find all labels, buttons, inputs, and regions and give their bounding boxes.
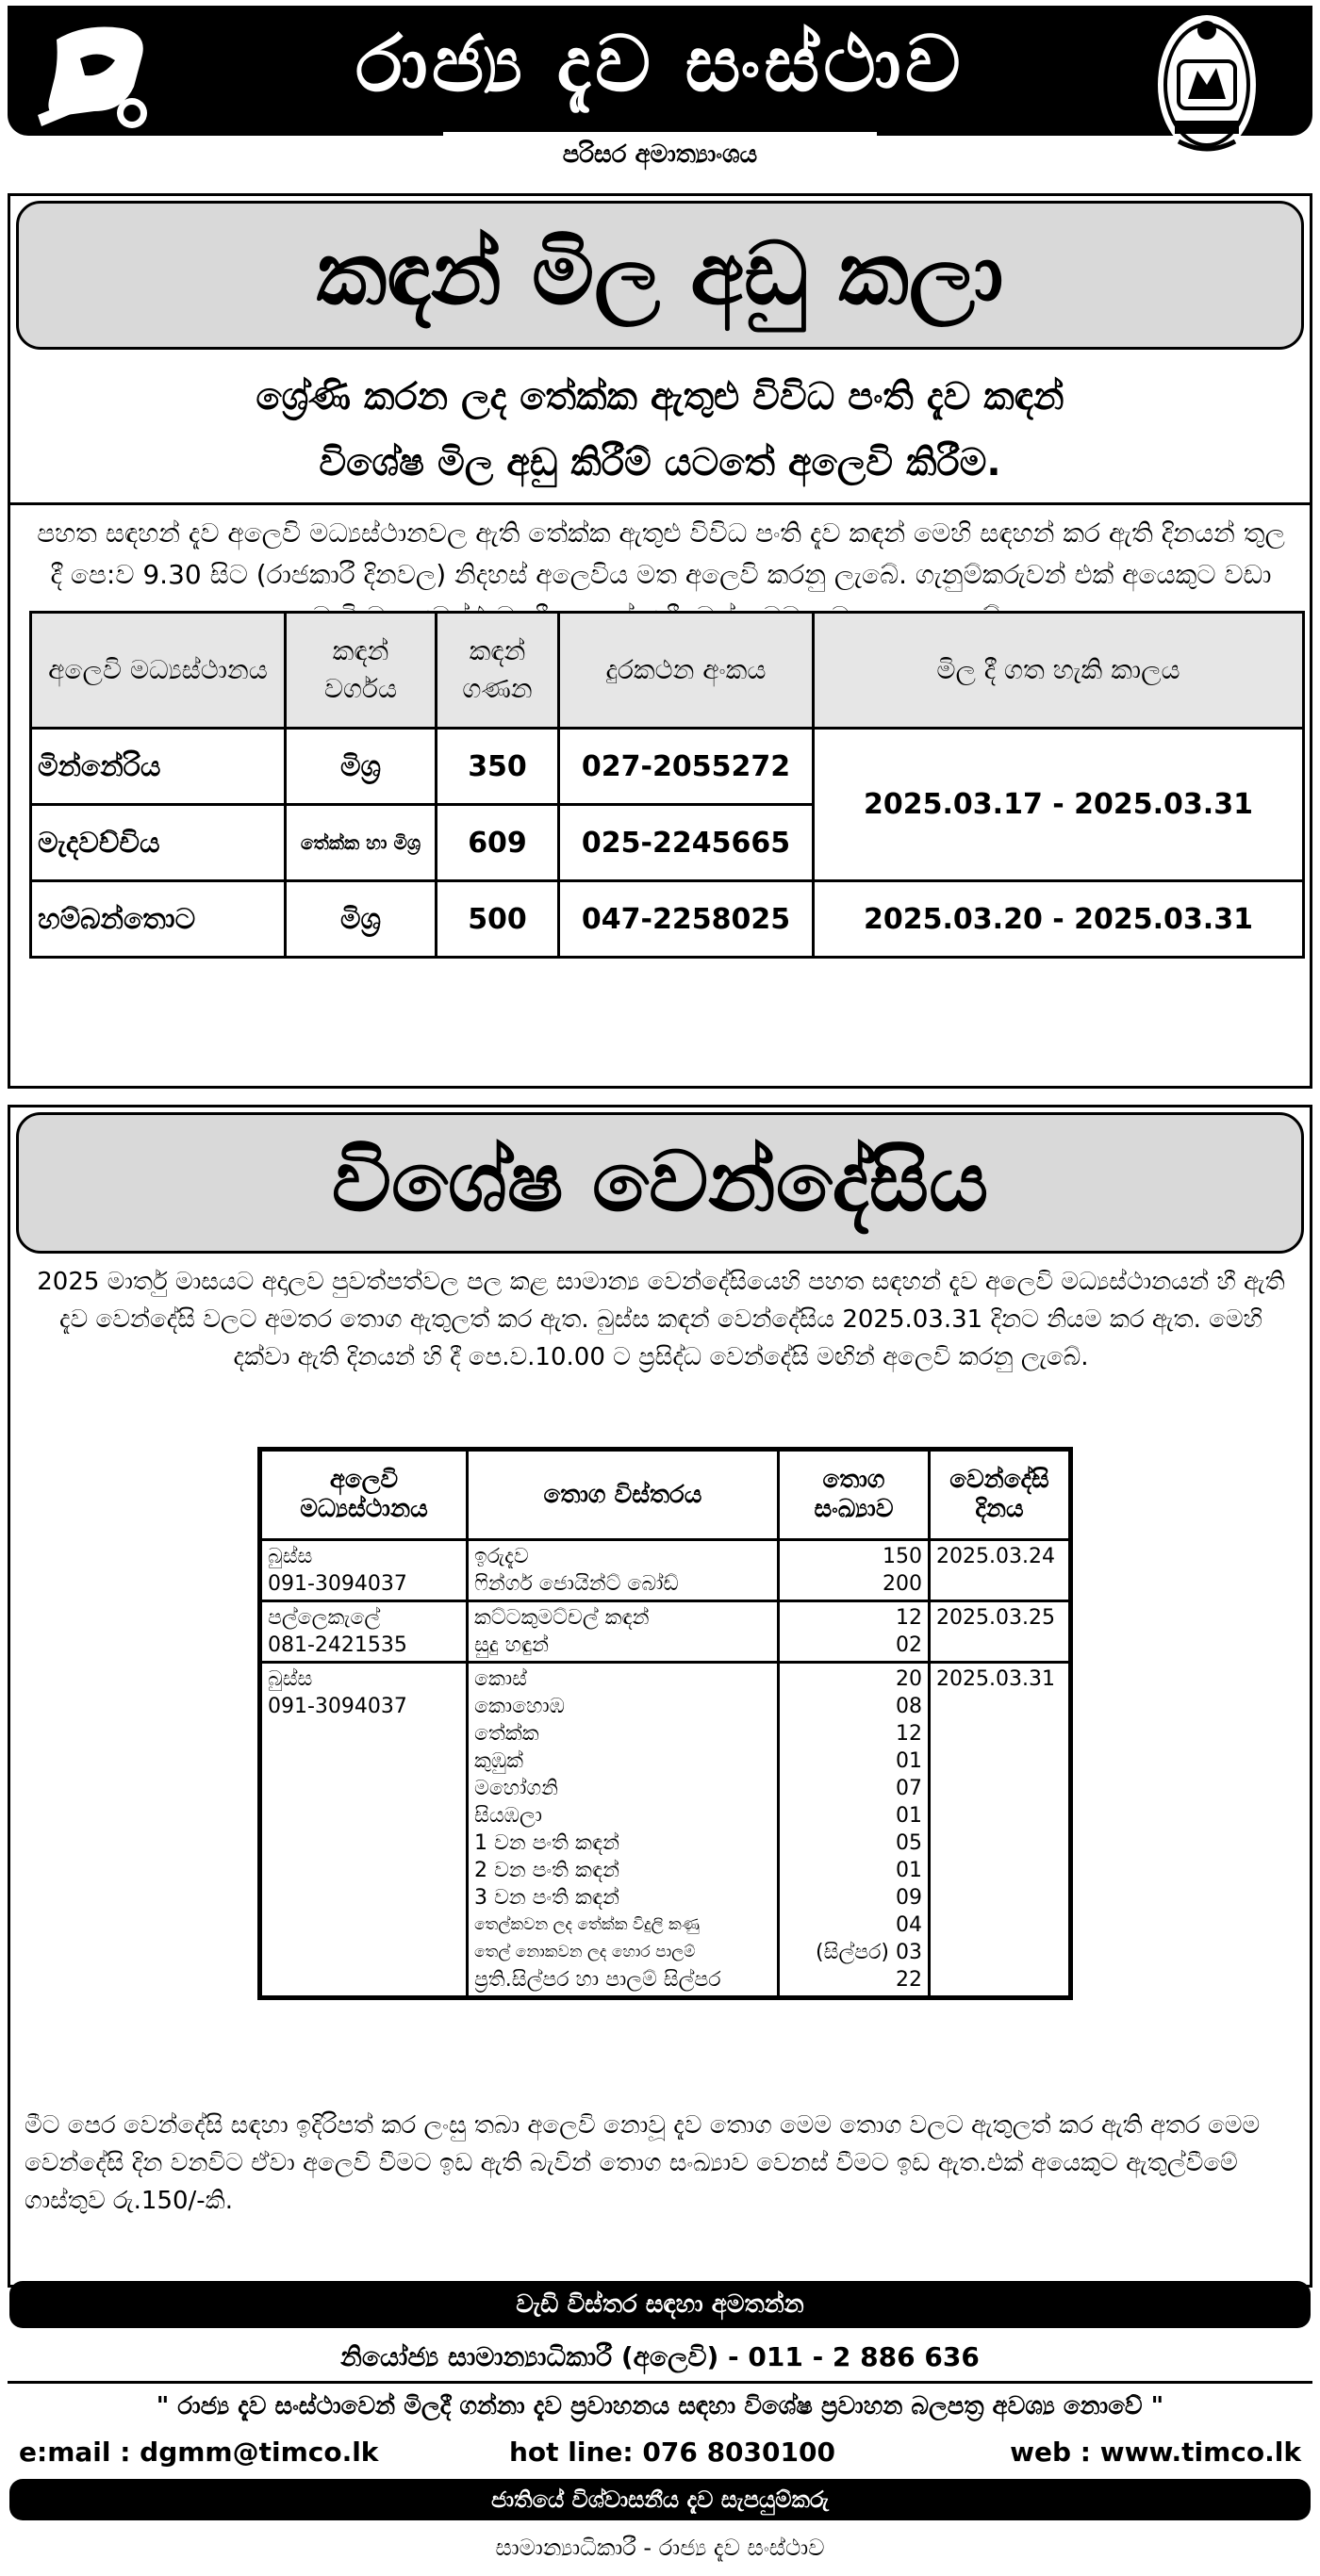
website-address: web : www.timco.lk: [1010, 2437, 1301, 2468]
stock-qty: 08: [896, 1695, 922, 1718]
tender-note: මීට පෙර වෙන්දේසි සඳහා ඉදිරිපත් කර ලංසු තබා අලෙවි නොවූ දැව තොග මෙම තොග වලට ඇතුලත් කර ඇති අතර මෙම වෙන්දේසි දින වනවිට ඒවා අලෙවි වීමට ඉඩ ඇති බැවින් තොග සංඛ්‍යාව වෙනස් වීමට ඉඩ ඇත.එක් අයෙකුට ඇතුල්වීමේ ගාස්තුව රු.150/-කි.: [25, 2111, 1261, 2215]
center-name: බුස්ස: [268, 1667, 313, 1691]
organisation-title: රාජ්‍ය දැව සංස්ථාව: [355, 20, 965, 109]
stock-qty: 09: [896, 1886, 922, 1910]
stock-item: තේක්ක: [474, 1722, 539, 1746]
column-header: දුරකථන අංකය: [559, 613, 814, 729]
slogan-bar: ජාතියේ විශ්වාසනීය දැව සැපයුම්කරු: [9, 2479, 1311, 2520]
stock-item: මහෝගනි: [474, 1777, 558, 1800]
sale-subheading-line1: ශ්‍රේණි කරන ලද තේක්ක ඇතුළු විවිධ පංති දැව කඳන්: [256, 375, 1064, 418]
stock-item: ෆින්ගර් ජොයින්ට් බෝඩ්: [474, 1572, 679, 1596]
email-address: e:mail : dgmm@timco.lk: [19, 2437, 379, 2468]
stock-qty: 01: [896, 1859, 922, 1882]
signature-line: සාමාන්‍යාධිකාරී - රාජ්‍ය දැව සංස්ථාව: [495, 2535, 825, 2561]
tender-date: 2025.03.25: [930, 1601, 1071, 1663]
phone-number: 027-2055272: [559, 729, 814, 805]
stock-qty: 01: [896, 1749, 922, 1773]
stock-item: 1 වන පංති කඳන්: [474, 1831, 619, 1855]
stock-quantities: [779, 1663, 930, 1998]
stock-item: ප්‍රති.සිල්පර හා පාලම් සිල්පර: [474, 1968, 721, 1992]
stock-item: කොස්: [474, 1667, 527, 1691]
timber-corporation-logo-icon: [28, 21, 170, 134]
phone-number: 047-2258025: [559, 881, 814, 958]
log-type: තේක්ක හා මිශ්‍ර: [286, 805, 437, 881]
table-row: [31, 881, 1304, 958]
stock-item: තෙල් නොකවන ලද හොර පාලම්: [474, 1943, 696, 1961]
contact-bar: වැඩි විස්තර සඳහා අමතන්න: [9, 2281, 1311, 2328]
sale-paragraph: පහත සඳහන් දැව අලෙවි මධ්‍යස්ථානවල ඇති තේක්ක ඇතුළු විවිධ පංති දැව කඳන් මෙහි සඳහන් කර ඇති දිනයන් තුල දී පෙ:ව 9.30 සිට (රාජකාරී දිනවල) නිදහස් අලෙවිය මත අලෙවි කරනු ලැබේ. ගැනුම්කරුවන් එක් අයෙකුට වඩා: [37, 517, 1285, 590]
tender-table: [257, 1447, 1073, 2000]
stock-qty: 07: [896, 1777, 922, 1800]
sale-section: [8, 193, 1312, 1089]
stock-qty: (සිල්පර) 03: [816, 1941, 922, 1964]
hotline-number: hot line: 076 8030100: [509, 2437, 835, 2468]
log-type: මිශ්‍ර: [286, 881, 437, 958]
sale-subheading-line2: විශේෂ මිල අඩු කිරීම් යටතේ අලෙවි කිරීම.: [319, 441, 1001, 484]
table-row: [31, 729, 1304, 805]
center-name: බුස්ස: [268, 1545, 313, 1568]
stock-item: කොහොඹ: [474, 1695, 565, 1718]
sale-center: හම්බන්තොට: [31, 881, 286, 958]
tender-date: 2025.03.31: [930, 1663, 1071, 1998]
stock-item: 3 වන පංති කඳන්: [474, 1886, 619, 1910]
center-name: පල්ලෙකැලේ: [268, 1606, 381, 1630]
stock-descriptions: [468, 1540, 779, 1601]
column-header: වෙන්දේසි දිනය: [930, 1450, 1071, 1540]
phone-number: 025-2245665: [559, 805, 814, 881]
log-count: 350: [437, 729, 559, 805]
stock-quantities: [779, 1540, 930, 1601]
tender-section: [8, 1105, 1312, 2288]
stock-descriptions: [468, 1601, 779, 1663]
divider: [8, 2381, 1312, 2384]
stock-quantities: [779, 1601, 930, 1663]
column-header: අලෙවි මධ්‍යස්ථානය: [260, 1450, 468, 1540]
stock-item: සියඹලා: [474, 1804, 542, 1828]
log-count: 500: [437, 881, 559, 958]
stock-item: 2 වන පංති කඳන්: [474, 1859, 619, 1882]
stock-qty: 200: [883, 1572, 922, 1596]
tender-banner: විශේෂ වෙන්දේසිය: [16, 1112, 1304, 1254]
stock-item: ඉරුදැව: [474, 1545, 529, 1568]
sale-period: 2025.03.20 - 2025.03.31: [814, 881, 1304, 958]
stock-item: කට්ටකුමට්චල් කඳන්: [474, 1606, 650, 1630]
stock-qty: 02: [896, 1633, 922, 1657]
sale-period: 2025.03.17 - 2025.03.31: [814, 729, 1304, 881]
tender-center: [260, 1601, 468, 1663]
log-type: මිශ්‍ර: [286, 729, 437, 805]
national-emblem-icon: [1150, 9, 1263, 160]
contact-line: නියෝජ්‍ය සාමාන්‍යාධිකාරී (අලෙවි) - 011 - 2 886 636: [340, 2341, 980, 2372]
sale-table: [29, 611, 1305, 959]
transport-notice: " රාජ්‍ය දැව සංස්ථාවෙන් මිලදී ගන්නා දැව ප්‍රවාහනය සඳහා විශේෂ ප්‍රවාහන බලපත්‍ර අවශ්‍ය නොවේ ": [156, 2392, 1164, 2420]
phone-number: 091-3094037: [268, 1572, 407, 1596]
column-header: තොග විස්තරය: [468, 1450, 779, 1540]
ministry-tab: [443, 132, 877, 179]
column-header: තොග සංඛ්‍යාව: [779, 1450, 930, 1540]
stock-qty: 01: [896, 1804, 922, 1828]
column-header: කඳන් ගණන: [437, 613, 559, 729]
table-header-row: [260, 1450, 1071, 1540]
stock-qty: 12: [896, 1606, 922, 1630]
sale-banner: කඳන් මිල අඩු කලා: [16, 201, 1304, 350]
stock-qty: 12: [896, 1722, 922, 1746]
column-header: කඳන් වර්ගය: [286, 613, 437, 729]
stock-descriptions: [468, 1663, 779, 1998]
stock-qty: 20: [896, 1667, 922, 1691]
stock-item: කුඹුක්: [474, 1749, 524, 1773]
tender-center: [260, 1540, 468, 1601]
table-header-row: [31, 613, 1304, 729]
stock-qty: 04: [896, 1913, 922, 1937]
stock-qty: 05: [896, 1831, 922, 1855]
tender-paragraph: 2025 මාර්තු මාසයට අදාලව පුවත්පත්වල පල කළ සාමාන්‍ය වෙන්දේසියෙහි පහත සඳහන් දැව අලෙවි මධ්‍යස්ථානයන් හී ඇති දැව වෙන්දේසි වලට අමතර තොග ඇතුලත් කර ඇත. බුස්ස කඳන් වෙන්දේසිය 2025.03.31 දිනට නියම කර ඇත. මෙහි දක්වා ඇති දිනයන් හි දී පෙ.ව.10.00 ට ප්‍රසිද්ධ වෙන්දේසි මඟින් අලෙවි කරනු ලැබේ.: [37, 1268, 1285, 1371]
tender-center: [260, 1663, 468, 1998]
stock-item: සුදු හඳුන්: [474, 1633, 549, 1657]
table-row: [260, 1601, 1071, 1663]
log-count: 609: [437, 805, 559, 881]
column-header: අලෙවි මධ්‍යස්ථානය: [31, 613, 286, 729]
stock-qty: 22: [896, 1968, 922, 1992]
divider: [10, 502, 1310, 505]
stock-item: තෙල්කවන ලද තේක්ක විදුලි කණු: [474, 1915, 700, 1934]
stock-qty: 150: [883, 1545, 922, 1568]
ministry-name: පරිසර අමාත්‍යාංශය: [562, 140, 758, 169]
contact-details: [19, 2432, 1301, 2473]
table-row: [260, 1663, 1071, 1998]
column-header: මිල දී ගත හැකි කාලය: [814, 613, 1304, 729]
tender-date: 2025.03.24: [930, 1540, 1071, 1601]
sale-center: මැදවච්චිය: [31, 805, 286, 881]
phone-number: 081-2421535: [268, 1633, 407, 1657]
phone-number: 091-3094037: [268, 1695, 407, 1718]
sale-center: මින්නේරිය: [31, 729, 286, 805]
header: [0, 0, 1320, 179]
table-row: [260, 1540, 1071, 1601]
